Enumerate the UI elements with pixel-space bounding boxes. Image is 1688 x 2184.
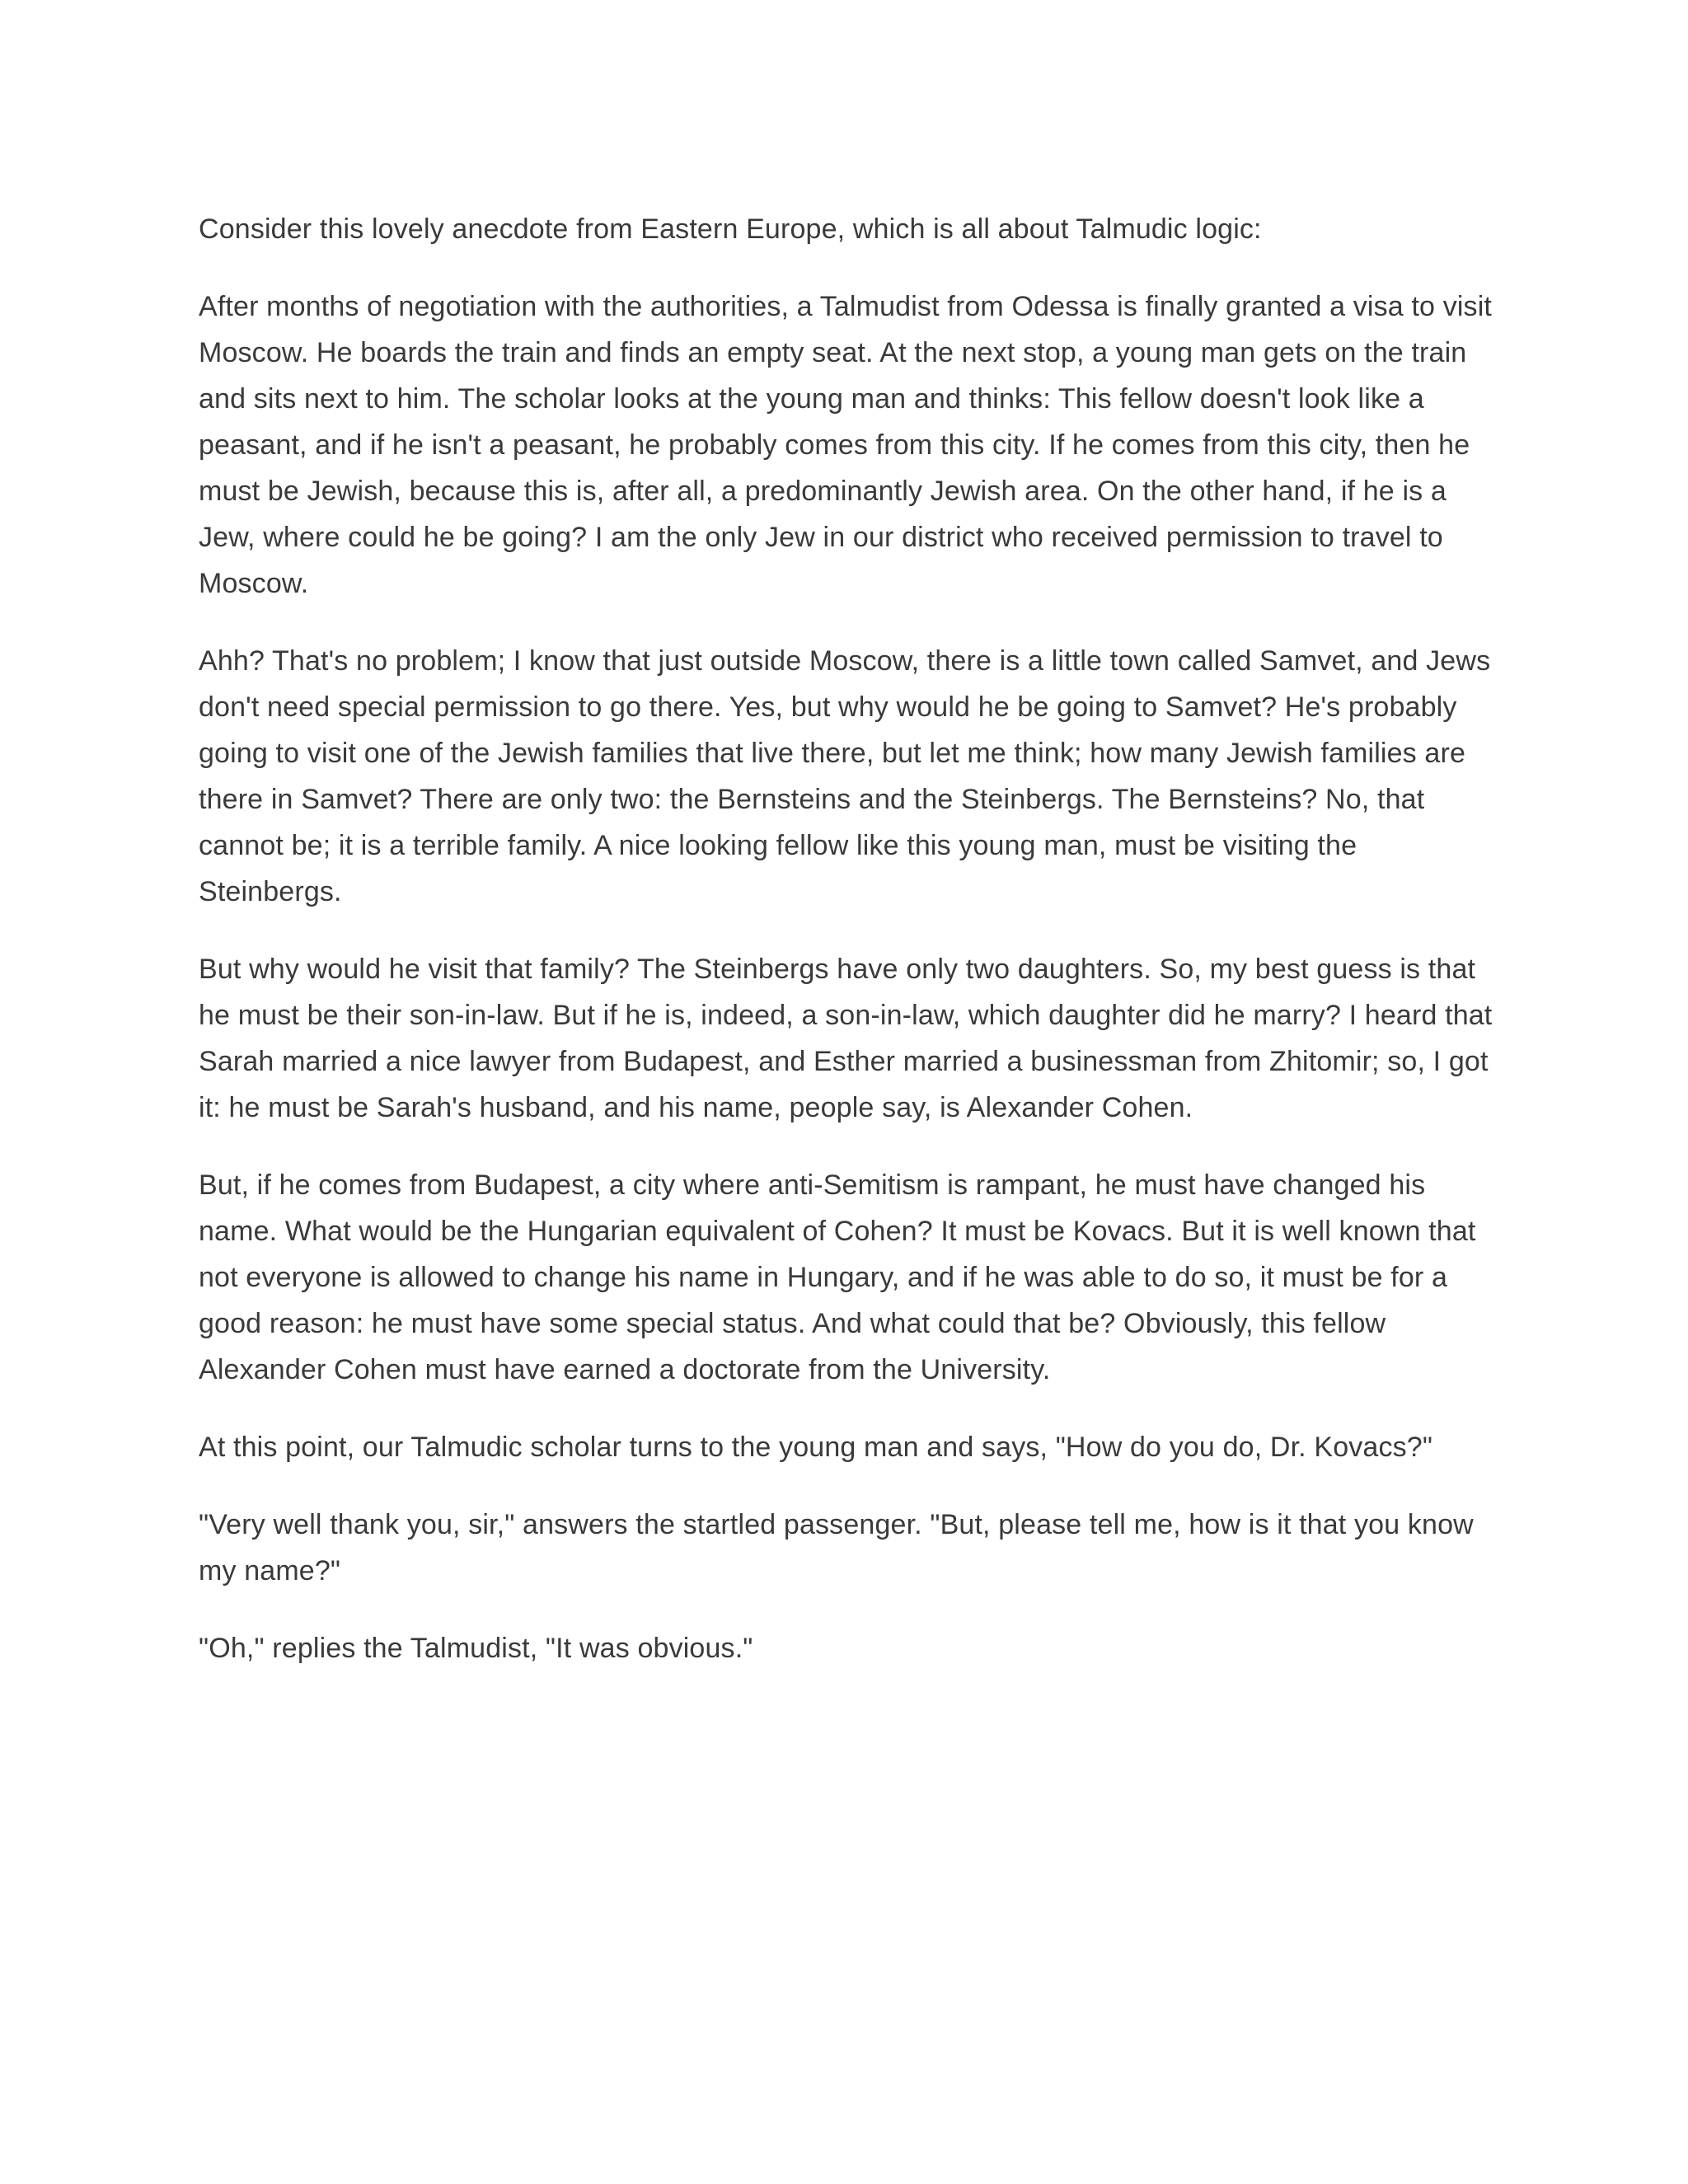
paragraph-intro: Consider this lovely anecdote from Eastern Europe, which is all about Talmudic logic: bbox=[199, 213, 1262, 245]
paragraph-budapest: But, if he comes from Budapest, a city where anti-Semitism is rampant, he must have changed his name. What would be the Hungarian equivalent of Cohen? It must be Kovacs. But it is well known that not everyone is allowed to change his name in Hungary, and if he was able to do so, it must be for a good reason: he must have some special status. And what could that be? Obviously, this fellow Alexander Cohen must have earned a doctorate from the University. bbox=[199, 1169, 1476, 1385]
document-body bbox=[199, 206, 1501, 1703]
paragraph-steinbergs: But why would he visit that family? The Steinbergs have only two daughters. So, my best guess is that he must be their son-in-law. But if he is, indeed, a son-in-law, which daughter did he marry? I heard that Sarah married a nice lawyer from Budapest, and Esther married a businessman from Zhitomir; so, I got it: he must be Sarah's husband, and his name, people say, is Alexander Cohen. bbox=[199, 954, 1493, 1123]
paragraph-punchline: "Oh," replies the Talmudist, "It was obvious." bbox=[199, 1633, 753, 1664]
paragraph-greeting: At this point, our Talmudic scholar turns to the young man and says, "How do you do, Dr. Kovacs?" bbox=[199, 1432, 1433, 1463]
paragraph-train: After months of negotiation with the authorities, a Talmudist from Odessa is finally granted a visa to visit Moscow. He boards the train and finds an empty seat. At the next stop, a young man gets on the train and sits next to him. The scholar looks at the young man and thinks: This fellow doesn't look like a peasant, and if he isn't a peasant, he probably comes from this city. If he comes from this city, then he must be Jewish, because this is, after all, a predominantly Jewish area. On the other hand, if he is a Jew, where could he be going? I am the only Jew in our district who received permission to travel to Moscow. bbox=[199, 291, 1492, 599]
paragraph-samvet: Ahh? That's no problem; I know that just outside Moscow, there is a little town called Samvet, and Jews don't need special permission to go there. Yes, but why would he be going to Samvet? He's probably going to visit one of the Jewish families that live there, but let me think; how many Jewish families are there in Samvet? There are only two: the Bernsteins and the Steinbergs. The Bernsteins? No, that cannot be; it is a terrible family. A nice looking fellow like this young man, must be visiting the Steinbergs. bbox=[199, 645, 1491, 907]
paragraph-reply: "Very well thank you, sir," answers the startled passenger. "But, please tell me, how is it that you know my name?" bbox=[199, 1509, 1474, 1586]
